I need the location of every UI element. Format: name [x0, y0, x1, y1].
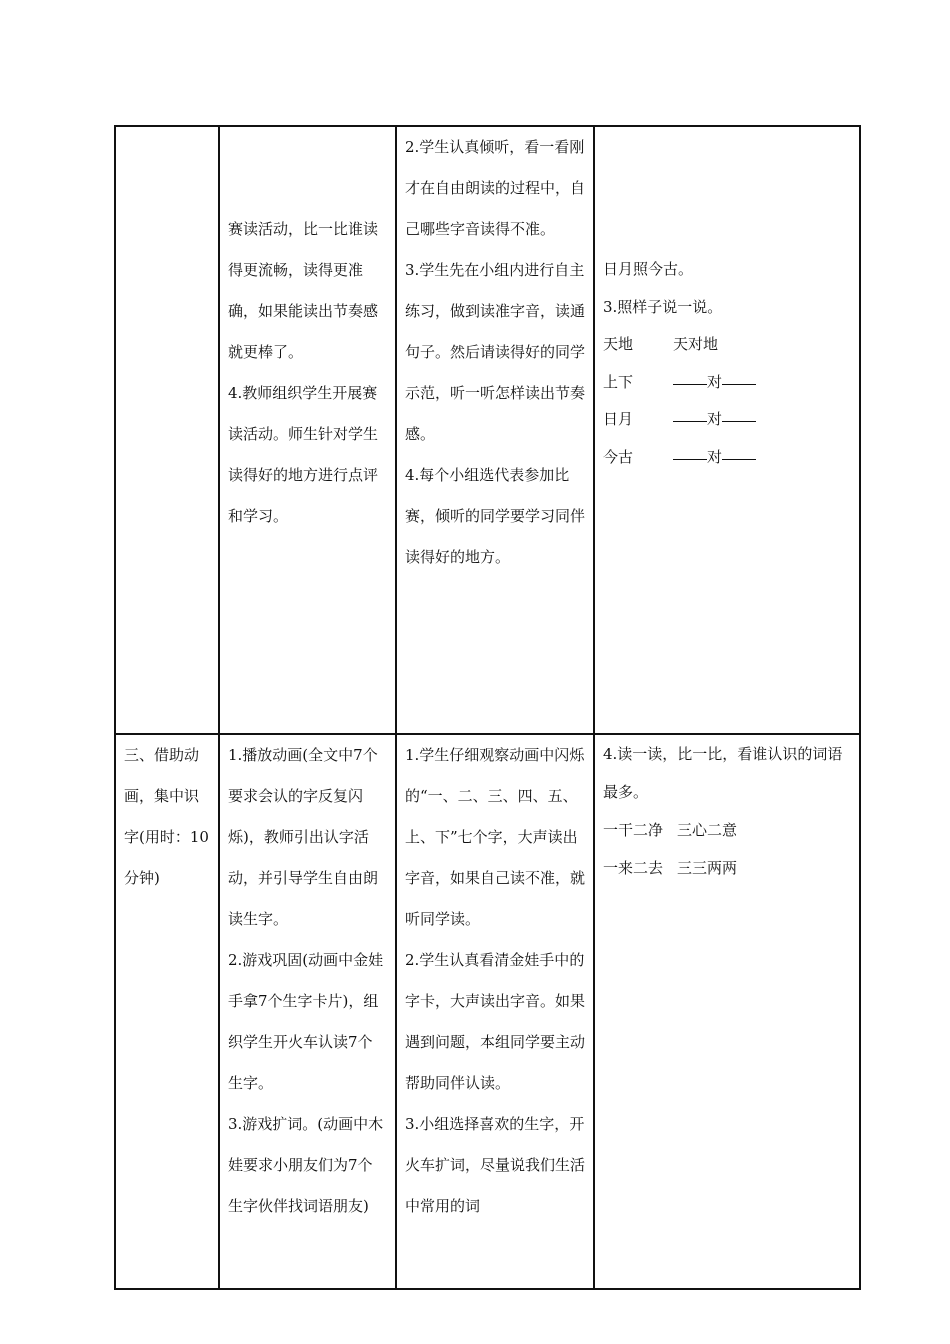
fill-blank-line [603, 364, 851, 402]
fill-word: 日月 [603, 410, 634, 428]
fill-blank[interactable] [673, 364, 756, 402]
teacher-activity-cell [219, 734, 396, 1289]
student-step: 3.小组选择喜欢的生字，开火车扩词，尽量说我们生活中常用的词 [405, 1115, 586, 1215]
teacher-step: 赛读活动，比一比谁读得更流畅，读得更准确，如果能读出节奏感就更棒了。 [228, 220, 379, 361]
teacher-activity-cell [219, 126, 396, 734]
student-activity-cell [396, 734, 594, 1289]
example-line [603, 326, 851, 364]
student-activity-cell [396, 126, 594, 734]
teacher-step: 2.游戏巩固(动画中金娃手拿7个生字卡片)，组织学生开火车认读7个生字。 [228, 951, 384, 1092]
teacher-step: 4.教师组织学生开展赛读活动。师生针对学生读得好的地方进行点评和学习。 [228, 384, 379, 525]
example-word: 天地 [603, 335, 634, 353]
table-row [115, 734, 860, 1289]
stage-text: 三、借助动画，集中识字(用时：10分钟) [124, 746, 209, 887]
fill-blank-line [603, 439, 851, 477]
exercise-line: 日月照今古。 [603, 260, 694, 278]
dui-char: 对 [707, 447, 723, 466]
idiom: 三三两两 [677, 859, 738, 877]
student-step: 2.学生认真看清金娃手中的字卡，大声读出字音。如果遇到问题，本组同学要主动帮助同伴认读。 [405, 951, 586, 1092]
stage-cell [115, 734, 219, 1289]
stage-cell [115, 126, 219, 734]
idiom: 三心二意 [677, 821, 738, 839]
fill-word: 今古 [603, 447, 634, 466]
lesson-plan-table [114, 125, 861, 1290]
teacher-step: 3.游戏扩词。(动画中木娃要求小朋友们为7个生字伙伴找词语朋友) [228, 1115, 384, 1215]
teacher-step: 1.播放动画(全文中7个要求会认的字反复闪烁)，教师引出认字活动，并引导学生自由朗读生字。 [228, 746, 379, 928]
exercise-instruction: 4.读一读，比一比，看谁认识的词语最多。 [603, 745, 843, 801]
exercise-cell [594, 126, 860, 734]
student-step: 3.学生先在小组内进行自主练习，做到读准字音，读通句子。然后请读得好的同学示范，听一听怎样读出节奏感。 [405, 261, 586, 443]
example-answer: 天对地 [673, 335, 719, 353]
dui-char: 对 [707, 372, 723, 391]
idiom: 一来二去 [603, 859, 664, 877]
fill-word: 上下 [603, 372, 634, 391]
exercise-instruction: 3.照样子说一说。 [603, 297, 723, 316]
word-pair-line [603, 849, 851, 887]
idiom: 一干二净 [603, 821, 664, 839]
word-pair-line [603, 811, 851, 849]
dui-char: 对 [707, 410, 723, 428]
table-row [115, 126, 860, 734]
student-step: 2.学生认真倾听，看一看刚才在自由朗读的过程中，自己哪些字音读得不准。 [405, 138, 586, 238]
fill-blank[interactable] [673, 439, 756, 477]
student-step: 1.学生仔细观察动画中闪烁的“一、二、三、四、五、上、下”七个字，大声读出字音，如果自己读不准，就听同学读。 [405, 746, 586, 928]
exercise-cell [594, 734, 860, 1289]
student-step: 4.每个小组选代表参加比赛，倾听的同学要学习同伴读得好的地方。 [405, 466, 586, 566]
fill-blank[interactable] [673, 401, 756, 439]
fill-blank-line [603, 401, 851, 439]
